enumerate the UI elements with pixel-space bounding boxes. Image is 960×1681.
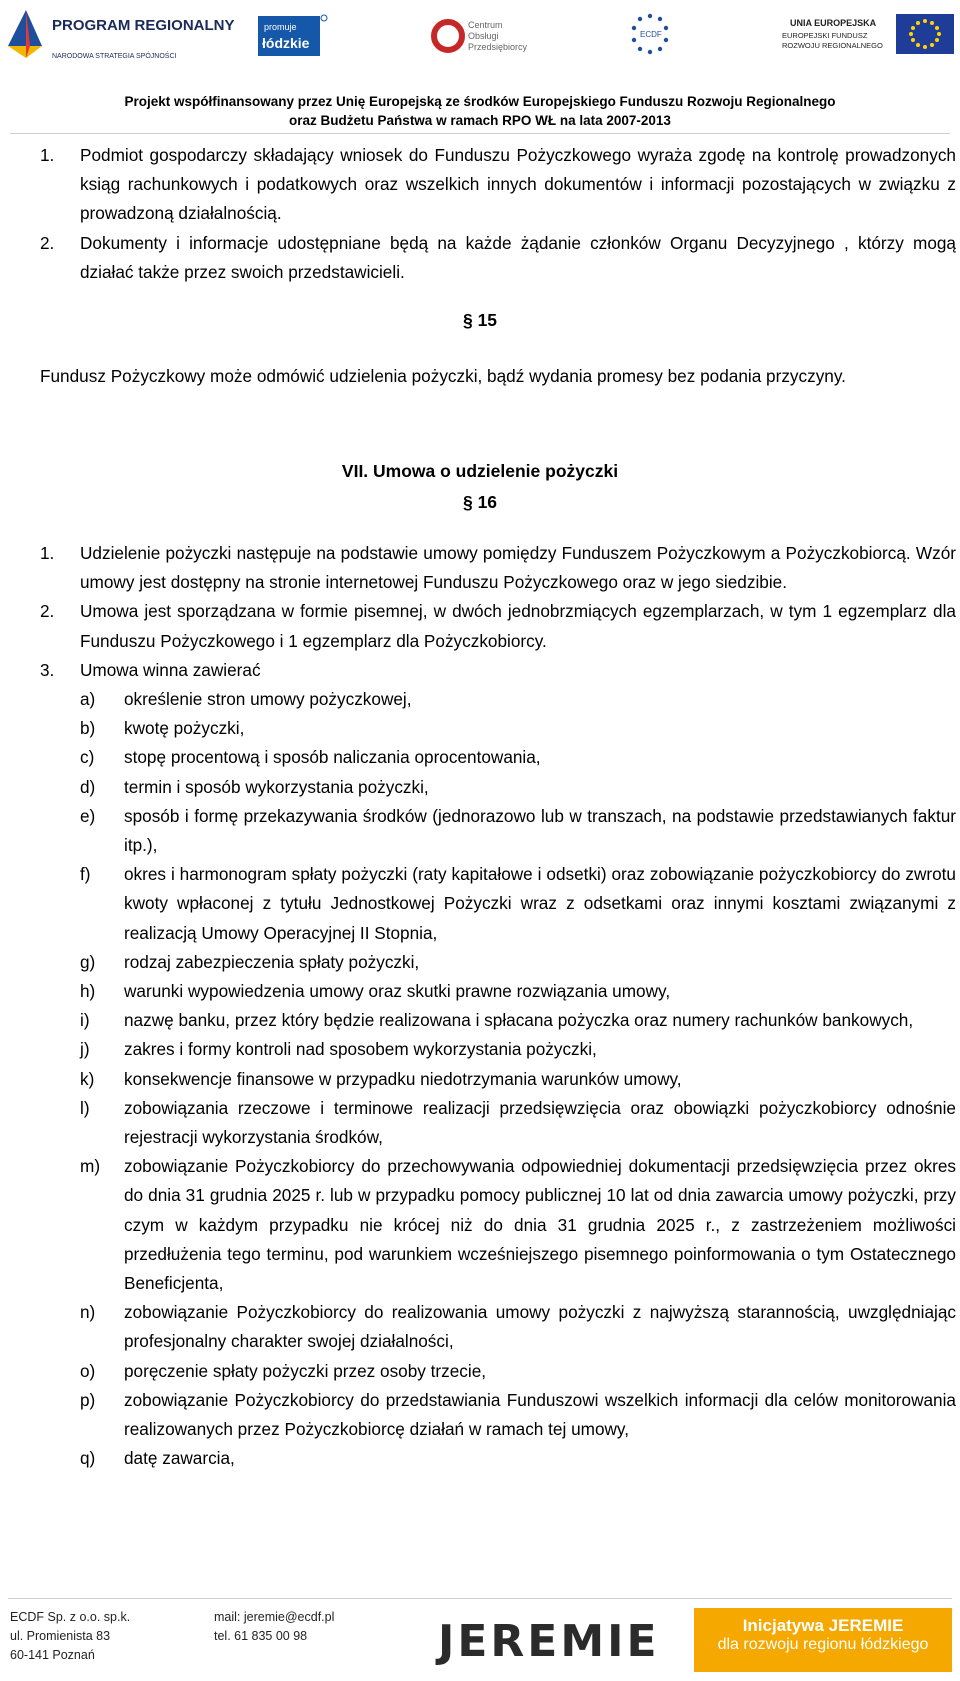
svg-text:ECDF: ECDF: [640, 30, 662, 39]
sub-item-label: f): [80, 864, 91, 885]
svg-text:Przedsiębiorcy: Przedsiębiorcy: [468, 42, 528, 52]
sub-item-text: zobowiązanie Pożyczkobiorcy do realizowania umowy pożyczki z najwyższą starannością, uwzględniając profesjonalny charakter swojej działalności,: [124, 1302, 956, 1352]
program-logo-text: PROGRAM REGIONALNY: [52, 17, 235, 34]
sub-item-label: i): [80, 1010, 90, 1031]
section-16-heading: § 16: [462, 492, 498, 512]
list-item: [40, 539, 956, 597]
item-text: Podmiot gospodarczy składający wniosek do Funduszu Pożyczkowego wyraża zgodę na kontrolę prowadzonych ksiąg rachunkowych i podatkowych oraz wszelkich innych dokumentów i informacji pozostających w związku z prowadzoną działalnością.: [80, 145, 956, 224]
sub-item-text: rodzaj zabezpieczenia spłaty pożyczki,: [124, 951, 420, 972]
sub-item: [40, 1035, 956, 1064]
sub-item-label: g): [80, 951, 96, 972]
sub-item: [40, 860, 956, 948]
sub-item-text: nazwę banku, przez który będzie realizowana i spłacana pożyczka oraz numery rachunków bankowych,: [124, 1010, 914, 1031]
sub-item-text: datę zawarcia,: [124, 1448, 235, 1469]
sub-item: [40, 1006, 956, 1035]
sub-item-label: q): [80, 1448, 96, 1469]
sub-item-label: n): [80, 1302, 96, 1323]
chapter-heading: VII. Umowa o udzielenie pożyczki: [341, 461, 619, 481]
sub-item: [40, 773, 956, 802]
footer-contact: [214, 1608, 334, 1646]
sub-item: [40, 1065, 956, 1094]
sub-item-text: sposób i formę przekazywania środków (jednorazowo lub w transzach, na podstawie przedstawianych faktur itp.),: [124, 805, 956, 856]
item-number: 3.: [40, 659, 55, 680]
item-number: 1.: [40, 145, 55, 165]
list-item: [40, 229, 956, 287]
sub-item-text: termin i sposób wykorzystania pożyczki,: [124, 776, 429, 797]
sub-item-label: b): [80, 718, 96, 739]
item-text: Umowa jest sporządzana w formie pisemnej, w dwóch jednobrzmiących egzemplarzach, w tym 1 egzemplarz dla Funduszu Pożyczkowego i 1 egzemplarz dla Pożyczkobiorcy.: [80, 601, 956, 651]
list-item: [40, 597, 956, 655]
sub-item-text: zobowiązanie Pożyczkobiorcy do przedstawiania Funduszowi wszelkich informacji dla celów monitorowania realizowanych przez Pożyczkobiorcę działań w ramach tej umowy,: [124, 1389, 956, 1440]
sub-item-label: h): [80, 981, 96, 1002]
sub-item-label: o): [80, 1360, 96, 1381]
sub-item: [40, 1094, 956, 1152]
list-item: [40, 656, 956, 685]
section-15-heading: § 15: [462, 310, 498, 330]
svg-text:Centrum: Centrum: [468, 20, 503, 30]
page-header: [0, 0, 960, 130]
jeremie-initiative-badge: [694, 1608, 952, 1672]
footer-mail: mail: jeremie@ecdf.pl: [214, 1610, 335, 1624]
sub-item: [40, 1152, 956, 1298]
sub-item-label: l): [80, 1097, 90, 1118]
sub-item-label: a): [80, 689, 96, 710]
sub-item-text: zobowiązanie Pożyczkobiorcy do przechowywania odpowiedniej dokumentacji przedsięwzięcia przez okres do dnia 31 grudnia 2025 r. lub w przypadku pomocy publicznej 10 lat od dnia zawarcia umowy pożyczki, przy czym w każdym przypadku nie krócej niż do dnia 31 grudnia 2025 r., z zastrzeżeniem możliwości przedłużenia tego terminu, pod warunkiem wcześniejszego pisemnego poinformowania o tym Ostatecznego Beneficjenta,: [124, 1156, 956, 1294]
program-logo-subtext: NARODOWA STRATEGIA SPÓJNOŚCI: [52, 53, 177, 60]
list-item: [40, 141, 956, 229]
sub-item: [40, 1386, 956, 1444]
footer-address: [10, 1608, 130, 1665]
sub-item: [40, 714, 956, 743]
footer-city: 60-141 Poznań: [10, 1648, 95, 1662]
initiative-subtitle: dla rozwoju regionu łódzkiego: [717, 1636, 929, 1653]
top-numbered-list: [40, 141, 956, 287]
initiative-title: Inicjatywa JEREMIE: [742, 1616, 904, 1635]
sub-item-text: zakres i formy kontroli nad sposobem wykorzystania pożyczki,: [124, 1039, 597, 1060]
footer-company: ECDF Sp. z o.o. sp.k.: [10, 1610, 131, 1624]
svg-text:ROZWOJU REGIONALNEGO: ROZWOJU REGIONALNEGO: [782, 41, 883, 50]
svg-text:Obsługi: Obsługi: [468, 31, 499, 41]
item-text: Umowa winna zawierać: [80, 659, 261, 680]
sub-item-label: k): [80, 1068, 95, 1089]
svg-text:EUROPEJSKI FUNDUSZ: EUROPEJSKI FUNDUSZ: [782, 31, 868, 40]
page-footer: [0, 1598, 960, 1681]
section-15-paragraph: Fundusz Pożyczkowy może odmówić udzielenia pożyczki, bądź wydania promesy bez podania przyczyny.: [40, 366, 846, 386]
lodzkie-logo: [258, 6, 328, 64]
sub-item-text: konsekwencje finansowe w przypadku niedotrzymania warunków umowy,: [124, 1068, 682, 1089]
cofinancing-line-1: Projekt współfinansowany przez Unię Europejską ze środków Europejskiego Funduszu Rozwoju Regionalnego: [124, 94, 836, 109]
sub-item-text: kwotę pożyczki,: [124, 718, 245, 739]
footer-divider: [8, 1598, 952, 1599]
program-regionalny-logo: [4, 6, 235, 64]
header-divider: [10, 133, 950, 134]
sub-item: [40, 977, 956, 1006]
sub-item: [40, 948, 956, 977]
sub-item-text: stopę procentową i sposób naliczania oprocentowania,: [124, 747, 541, 768]
sub-item-text: zobowiązania rzeczowe i terminowe realizacji przedsięwzięcia oraz obowiązki pożyczkobiorcy odnośnie rejestracji wykorzystania środków,: [124, 1097, 956, 1148]
sub-item-text: określenie stron umowy pożyczkowej,: [124, 689, 412, 710]
item-number: 2.: [40, 232, 55, 253]
cofinancing-line-2: oraz Budżetu Państwa w ramach RPO WŁ na lata 2007-2013: [289, 113, 671, 128]
item-text: Dokumenty i informacje udostępniane będą na każde żądanie członków Organu Decyzyjnego , którzy mogą działać także przez swoich przedstawicieli.: [80, 232, 956, 282]
item-number: 1.: [40, 543, 55, 563]
sub-item: [40, 743, 956, 772]
eu-logo: [780, 6, 956, 64]
section-16-list: [40, 539, 956, 1474]
jeremie-logo: JEREMIE: [438, 1616, 660, 1667]
svg-text:promuje: promuje: [264, 22, 297, 32]
item-text: Udzielenie pożyczki następuje na podstawie umowy pomiędzy Funduszem Pożyczkowym a Pożyczkobiorcą. Wzór umowy jest dostępny na stronie internetowej Funduszu Pożyczkowego oraz w jego siedzibie.: [80, 543, 956, 593]
sub-item-label: d): [80, 776, 96, 797]
svg-text:łódzkie: łódzkie: [262, 35, 310, 51]
svg-text:UNIA EUROPEJSKA: UNIA EUROPEJSKA: [790, 18, 877, 28]
item-number: 2.: [40, 601, 55, 622]
footer-street: ul. Promienista 83: [10, 1629, 111, 1643]
sub-item: [40, 1357, 956, 1386]
cop-logo: [432, 6, 532, 64]
sub-item: [40, 802, 956, 860]
sub-item-label: e): [80, 805, 96, 826]
sub-item-text: okres i harmonogram spłaty pożyczki (raty kapitałowe i odsetki) oraz zobowiązanie pożyczkobiorcy do zwrotu kwoty wpłaconej z tytułu Jednostkowej Pożyczki wraz z odsetkami oraz innymi kosztami związanymi z realizacją Umowy Operacyjnej II Stopnia,: [124, 864, 956, 943]
sub-item-text: warunki wypowiedzenia umowy oraz skutki prawne rozwiązania umowy,: [124, 981, 671, 1002]
ecdf-logo: [620, 6, 680, 64]
sub-item: [40, 685, 956, 714]
sub-item: [40, 1444, 956, 1473]
sub-item-label: j): [80, 1039, 90, 1060]
sub-item-label: p): [80, 1389, 96, 1410]
footer-phone: tel. 61 835 00 98: [214, 1629, 308, 1643]
sub-item-label: c): [80, 747, 95, 768]
sub-item-label: m): [80, 1156, 101, 1177]
sub-item-text: poręczenie spłaty pożyczki przez osoby trzecie,: [124, 1360, 487, 1381]
sub-item: [40, 1298, 956, 1356]
